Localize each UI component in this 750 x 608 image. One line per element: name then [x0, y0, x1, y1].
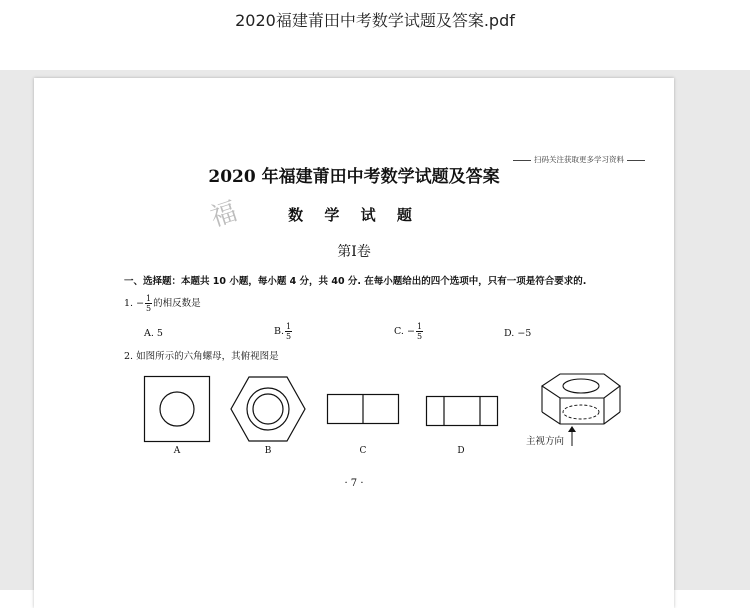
q1-suffix: 的相反数是	[153, 298, 201, 309]
document-title: 2020 年福建莆田中考数学试题及答案	[208, 167, 500, 187]
title-bar	[0, 0, 750, 70]
volume-heading: 第Ⅰ卷	[337, 244, 371, 260]
q1-option-d: D. −5	[504, 328, 532, 339]
subject-heading: 数 学 试 题	[288, 206, 420, 224]
q1-option-b-prefix: B.	[274, 326, 285, 337]
watermark-stamp: 福	[206, 196, 241, 234]
q1-option-c	[394, 322, 424, 341]
q1-option-c-num: 1	[416, 322, 423, 331]
q1-option-b-den: 5	[286, 332, 292, 341]
q1-prefix: 1. −	[124, 298, 145, 309]
main-view-direction-label: 主视方向	[526, 436, 565, 447]
figure-c-label: C	[359, 446, 367, 456]
figure-b-label: B	[264, 446, 272, 456]
q1-option-b-fraction	[285, 322, 292, 341]
figure-d-label: D	[457, 446, 465, 456]
figure-a-square-circle	[144, 376, 210, 442]
figure-a-label: A	[173, 446, 181, 456]
figure-c-rectangle	[327, 394, 399, 424]
dash-left	[513, 160, 531, 161]
section-heading: 一、选择题：本题共 10 小题，每小题 4 分，共 40 分. 在每小题给出的四个选项中，只有一项是符合要求的.	[124, 276, 587, 287]
figure-d-rectangle	[426, 396, 498, 426]
q1-frac-num: 1	[146, 294, 152, 303]
question-2: 2. 如图所示的六角螺母，其俯视图是	[124, 351, 279, 362]
figure-b-hexagon	[230, 376, 306, 442]
pdf-viewer[interactable]	[0, 70, 750, 590]
q1-option-b-num: 1	[286, 322, 292, 331]
q1-option-c-prefix: C. −	[394, 326, 415, 337]
dash-right	[627, 160, 645, 161]
q1-fraction	[145, 294, 152, 313]
page-number: · 7 ·	[344, 478, 364, 489]
q1-frac-den: 5	[146, 304, 152, 313]
q1-option-c-den: 5	[416, 332, 423, 341]
question-1	[124, 294, 201, 313]
file-title: 2020福建莆田中考数学试题及答案.pdf	[235, 11, 515, 30]
q1-option-a: A. 5	[144, 328, 163, 339]
q1-option-c-fraction	[416, 322, 423, 341]
pdf-page	[34, 78, 674, 608]
q1-option-b	[274, 322, 293, 341]
scan-note-text: 扫码关注获取更多学习资料	[534, 155, 624, 164]
